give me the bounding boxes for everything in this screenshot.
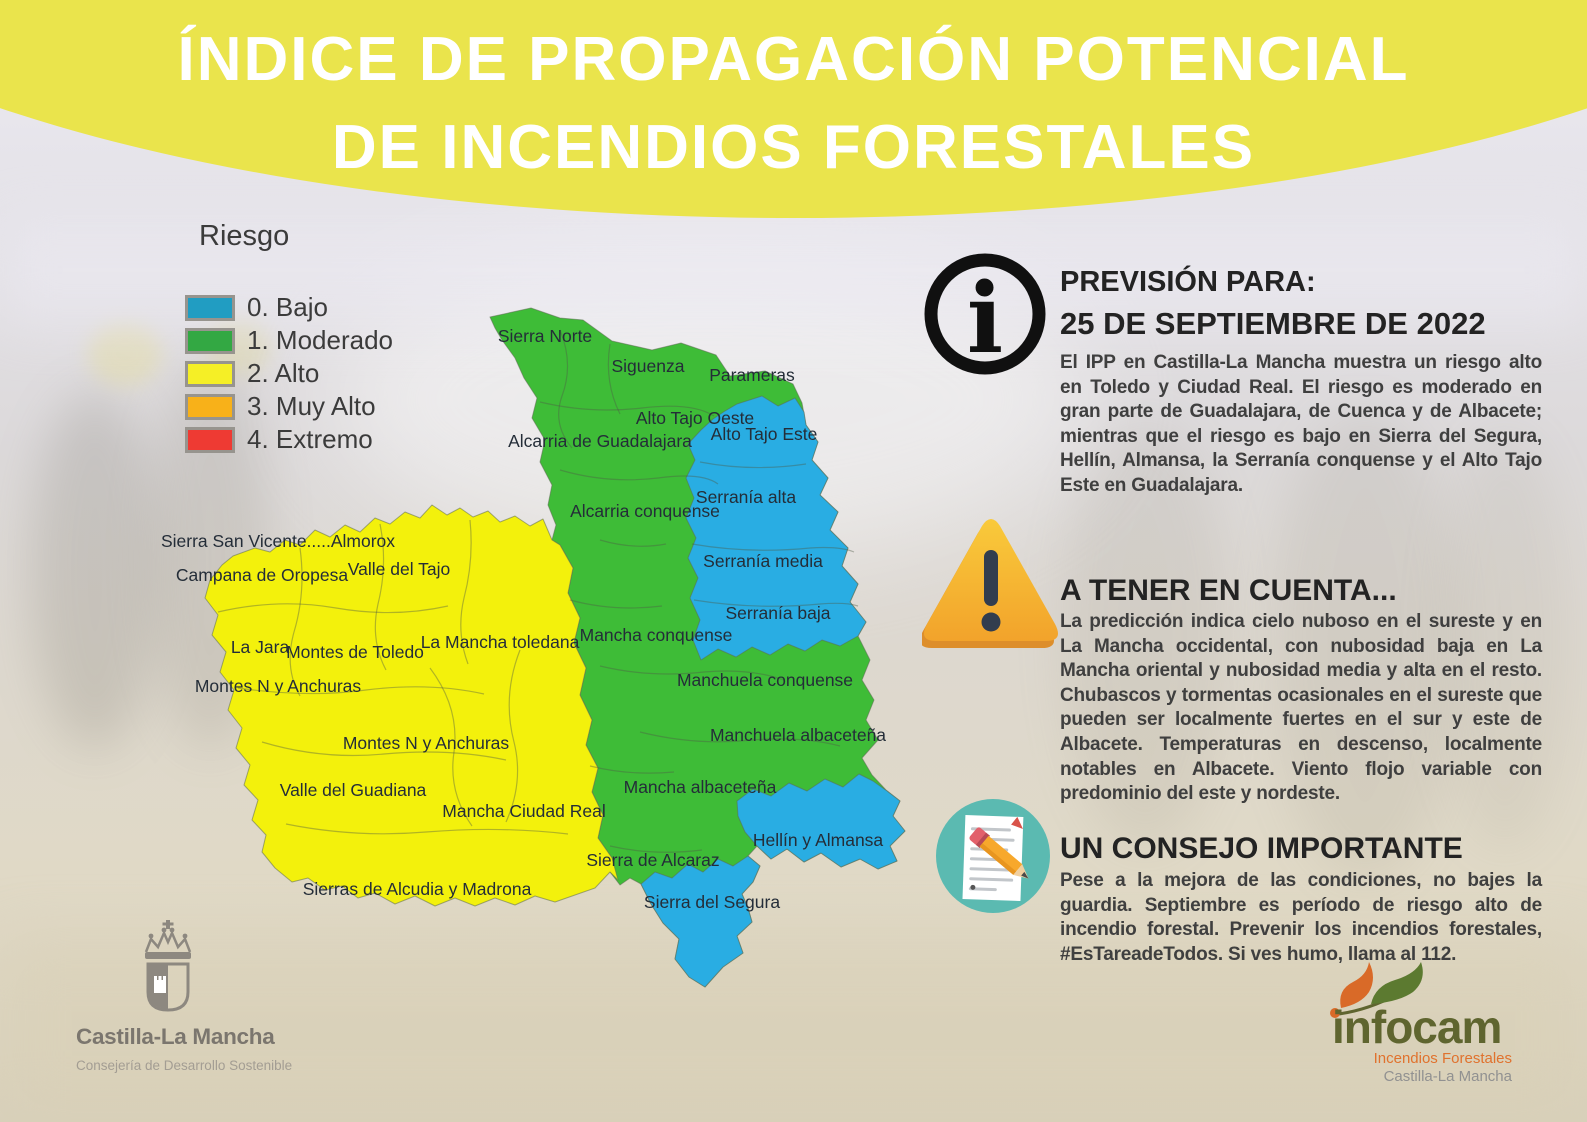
map-region-label: Manchuela albaceteña — [709, 725, 887, 745]
poster-title-line1: ÍNDICE DE PROPAGACIÓN POTENCIAL — [177, 25, 1410, 94]
map-region-label: Mancha Ciudad Real — [442, 801, 606, 821]
infocam-logo-line1: Incendios Forestales — [1373, 1050, 1512, 1067]
map-region-label: Siguenza — [611, 356, 685, 376]
section-prevision-body: El IPP en Castilla-La Mancha muestra un riesgo alto en Toledo y Ciudad Real. El riesgo es moderado en gran parte de Guadalajara, de Cuenca y de Albacete; mientras que el riesgo es bajo en Sierra del Segura, Hellín, Almansa, la Serranía conquense y el Alto Tajo Este en Guadalajara. — [1060, 352, 1542, 496]
map-area-bajo-segura — [641, 856, 760, 987]
infocam-logo-name: infocam — [1332, 1001, 1502, 1053]
map-region-label: Alto Tajo Este — [710, 424, 818, 444]
map-region-label: Serranía baja — [725, 603, 831, 623]
section-consejo-heading: UN CONSEJO IMPORTANTE — [1060, 832, 1463, 865]
map-region-label: Sierra Norte — [497, 326, 593, 346]
warning-icon — [922, 512, 1062, 654]
legend-label: 2. Alto — [247, 358, 320, 388]
map-region-label: Valle del Guadiana — [279, 780, 427, 800]
map-region-label: Montes N y Anchuras — [194, 676, 362, 696]
section-prevision-date: 25 DE SEPTIEMBRE DE 2022 — [1060, 306, 1486, 341]
map-region-label: Sierra del Segura — [643, 892, 781, 912]
legend-label: 4. Extremo — [247, 424, 373, 454]
info-icon — [920, 250, 1050, 380]
section-consejo-body: Pese a la mejora de las condiciones, no bajes la guardia. Septiembre es período de riesgo alto de incendio forestal. Prevenir los incendios forestales, #EsTareadeTodos. Si ves humo, llama al 112. — [1060, 870, 1542, 965]
poster-title-line2: DE INCENDIOS FORESTALES — [331, 113, 1256, 182]
map-region-label: Sierra San Vicente.....Almorox — [160, 531, 396, 551]
map-region-label: Valle del Tajo — [347, 559, 451, 579]
map-region-label: Serranía alta — [695, 487, 797, 507]
legend-title: Riesgo — [199, 220, 290, 252]
map-region-label: Sierra de Alcaraz — [586, 850, 720, 870]
legend-label: 3. Muy Alto — [247, 391, 376, 421]
leaf-icon — [1371, 962, 1423, 1004]
svg-text:i: i — [966, 262, 1004, 375]
map-region-label: Alcarria conquense — [570, 501, 720, 521]
map-region-label: Parameras — [709, 365, 795, 385]
infocam-logo-line2: Castilla-La Mancha — [1383, 1068, 1512, 1085]
map-region-label: Mancha conquense — [579, 625, 733, 645]
legend-label: 1. Moderado — [247, 325, 393, 355]
map-region-label: Serranía media — [703, 551, 823, 571]
map-region-label: Mancha albaceteña — [623, 777, 777, 797]
map-region-label: Alcarria de Guadalajara — [508, 431, 692, 451]
map-region-label: Hellín y Almansa — [752, 830, 884, 850]
map-region-label: La Mancha toledana — [420, 632, 580, 652]
map-region-label: Campana de Oropesa — [175, 565, 349, 585]
map-region-label: La Jara — [230, 637, 290, 657]
map-region-label: Montes de Toledo — [286, 642, 424, 662]
map-region-label: Sierras de Alcudia y Madrona — [302, 879, 532, 899]
jccm-logo-title: Castilla-La Mancha — [76, 1024, 275, 1049]
jccm-crest-icon — [118, 918, 218, 1020]
legend-label: 0. Bajo — [247, 292, 328, 322]
note-icon — [930, 796, 1056, 922]
map-region-label: Montes N y Anchuras — [342, 733, 510, 753]
section-atener-body: La predicción indica cielo nuboso en el sureste y en La Mancha occidental, con nubosidad baja en La Mancha oriental y nubosidad media y alta en el resto. Chubascos y tormentas ocasionales en el sureste que pueden ser localmente fuertes en el sur y este de Albacete. Temperaturas en descenso, localmente notables en Albacete. Viento flojo variable con predominio del este y nordeste. — [1060, 611, 1542, 805]
map-region-label: Alto Tajo Oeste — [635, 408, 755, 428]
section-prevision-heading: PREVISIÓN PARA: — [1060, 266, 1316, 298]
jccm-logo-subtitle: Consejería de Desarrollo Sostenible — [76, 1058, 293, 1073]
map-region-label: Manchuela conquense — [676, 670, 854, 690]
section-atener-heading: A TENER EN CUENTA... — [1060, 574, 1397, 607]
